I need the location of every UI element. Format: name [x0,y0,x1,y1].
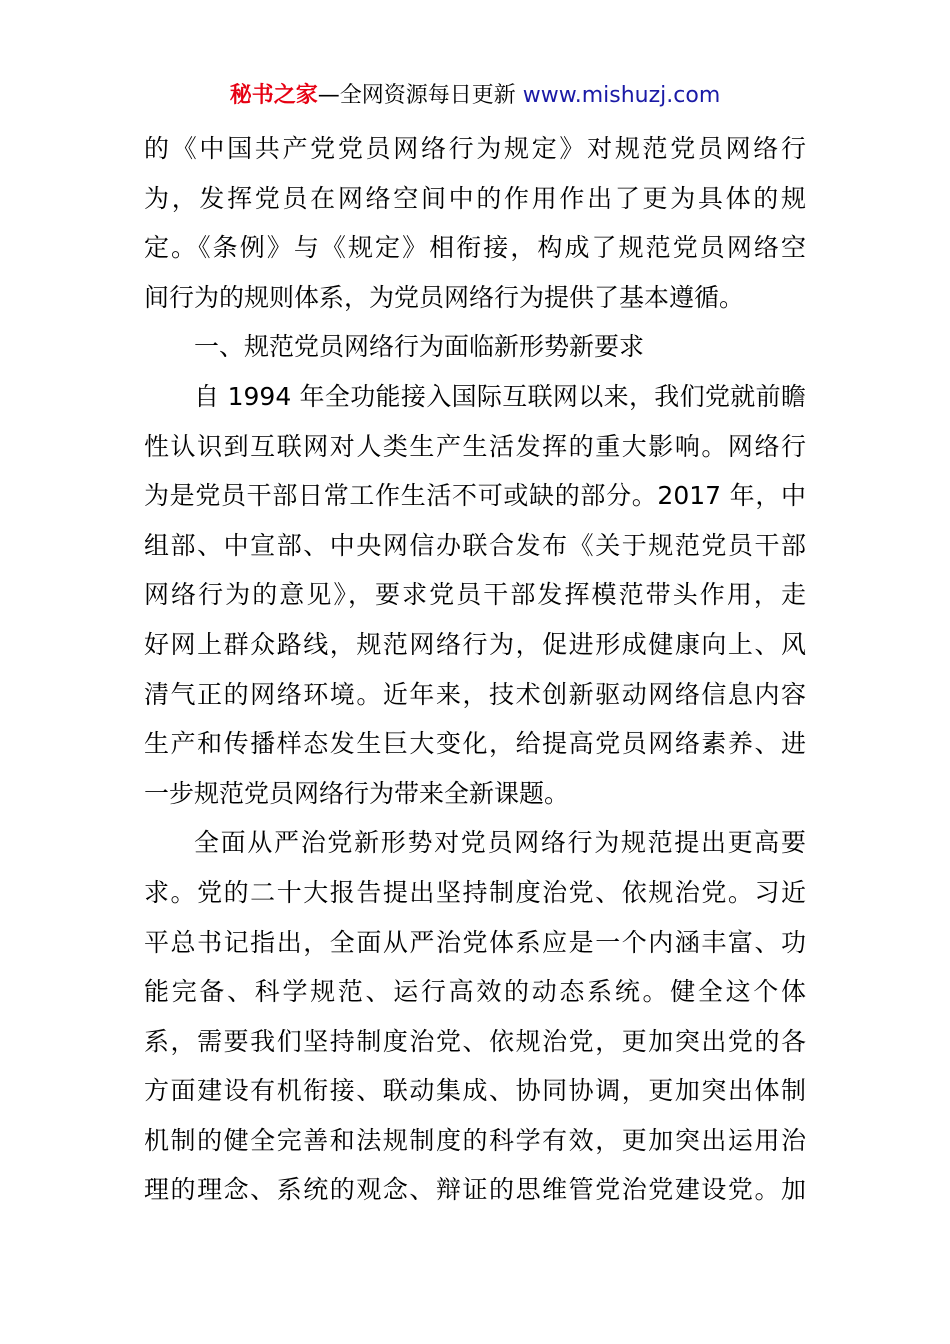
text-line: 网络行为的意见》，要求党员干部发挥模范带头作用，走 [144,580,806,610]
page-header [0,80,950,112]
text-line: 一步规范党员网络行为带来全新课题。 [144,778,570,808]
text-line: 间行为的规则体系，为党员网络行为提供了基本遵循。 [144,282,745,312]
text-line: 组部、中宣部、中央网信办联合发布《关于规范党员干部 [144,530,806,560]
text-line: 清气正的网络环境。近年来，技术创新驱动网络信息内容 [144,679,806,709]
brand-name: 秘书之家 [229,83,318,108]
text-line: 机制的健全完善和法规制度的科学有效，更加突出运用治 [144,1125,806,1155]
text-line: 系，需要我们坚持制度治党、依规治党，更加突出党的各 [144,1026,806,1056]
text-line: 全面从严治党新形势对党员网络行为规范提出更高要 [194,828,806,858]
text-line: 能完备、科学规范、运行高效的动态系统。健全这个体 [144,977,806,1007]
site-url[interactable]: www.mishuzj.com [522,83,721,108]
text-line: 自 1994 年全功能接入国际互联网以来，我们党就前瞻 [194,381,806,411]
text-line: 定。《条例》与《规定》相衔接，构成了规范党员网络空 [144,233,806,263]
text-line: 为是党员干部日常工作生活不可或缺的部分。2017 年，中 [144,481,806,511]
text-line: 性认识到互联网对人类生产生活发挥的重大影响。网络行 [144,431,806,461]
header-slogan: —全网资源每日更新 [317,83,516,108]
text-line: 的《中国共产党党员网络行为规定》对规范党员网络行 [144,134,806,163]
section-heading: 一、规范党员网络行为面临新形势新要求 [194,332,645,362]
article-body [144,124,806,1215]
text-line: 生产和传播样态发生巨大变化，给提高党员网络素养、进 [144,729,806,759]
text-line: 好网上群众路线，规范网络行为，促进形成健康向上、风 [144,629,806,659]
text-line: 平总书记指出，全面从严治党体系应是一个内涵丰富、功 [144,927,806,957]
text-line: 方面建设有机衔接、联动集成、协同协调，更加突出体制 [144,1076,806,1106]
text-line: 求。党的二十大报告提出坚持制度治党、依规治党。习近 [144,877,806,907]
text-line: 为，发挥党员在网络空间中的作用作出了更为具体的规 [144,183,806,213]
text-line: 理的理念、系统的观念、辩证的思维管党治党建设党。加 [144,1175,806,1205]
